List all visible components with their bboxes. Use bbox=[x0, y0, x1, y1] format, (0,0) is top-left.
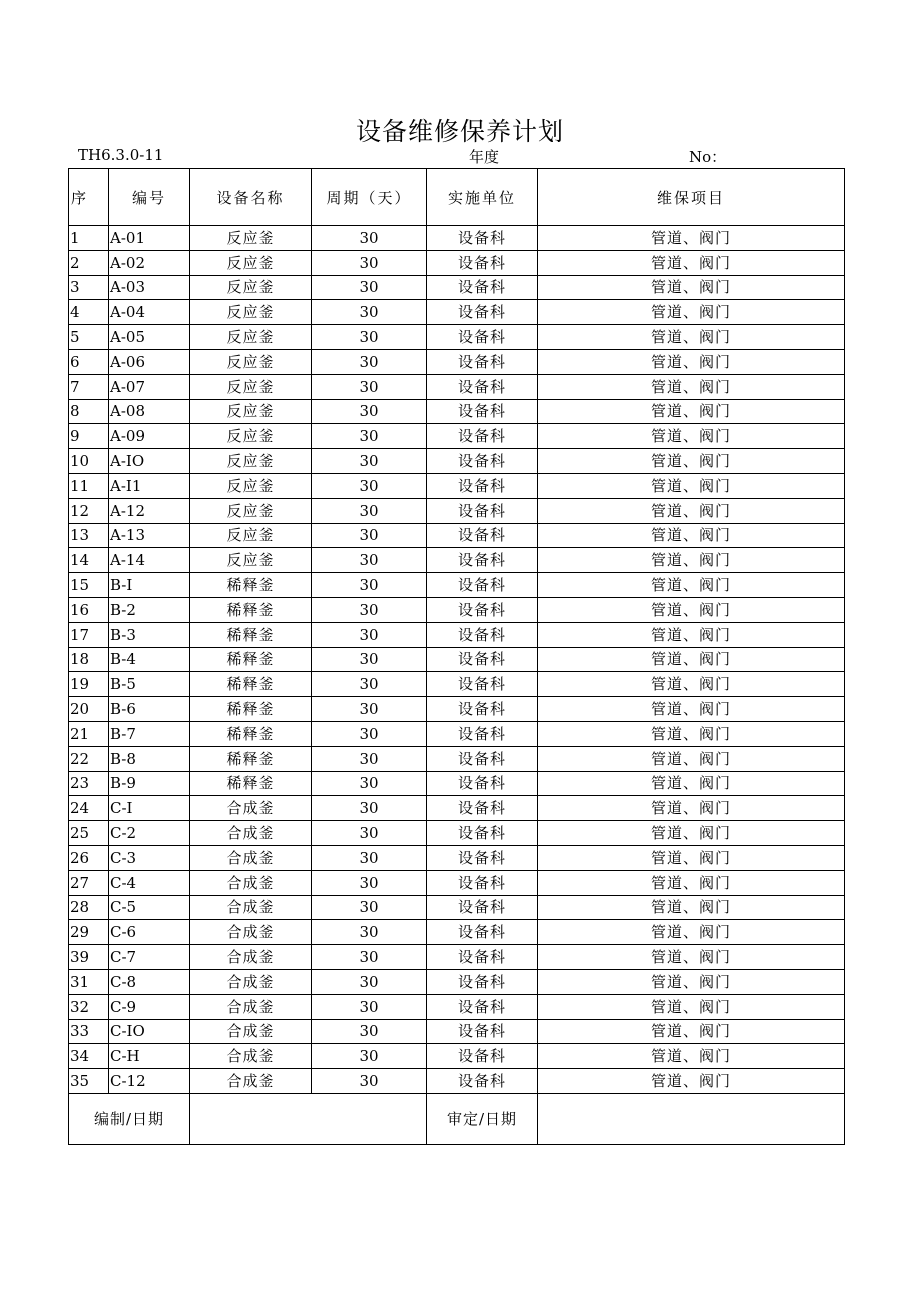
document-title: 设备维修保养计划 bbox=[355, 117, 564, 146]
row-cycle-days: 30 bbox=[312, 424, 427, 449]
reviewed-date-label: 审定/日期 bbox=[427, 1093, 538, 1144]
row-unit: 设备科 bbox=[427, 250, 538, 275]
row-code: A-I1 bbox=[109, 473, 190, 498]
row-cycle-days: 30 bbox=[312, 349, 427, 374]
row-unit: 设备科 bbox=[427, 895, 538, 920]
row-seq: 11 bbox=[69, 473, 109, 498]
row-seq: 27 bbox=[69, 870, 109, 895]
row-maintenance-items: 管道、阀门 bbox=[538, 821, 845, 846]
row-seq: 21 bbox=[69, 721, 109, 746]
row-equipment-name: 稀释釜 bbox=[190, 672, 312, 697]
row-equipment-name: 合成釜 bbox=[190, 895, 312, 920]
row-seq: 3 bbox=[69, 275, 109, 300]
row-code: B-3 bbox=[109, 622, 190, 647]
row-cycle-days: 30 bbox=[312, 300, 427, 325]
row-equipment-name: 反应釜 bbox=[190, 523, 312, 548]
row-cycle-days: 30 bbox=[312, 226, 427, 251]
row-seq: 7 bbox=[69, 374, 109, 399]
table-row bbox=[69, 523, 845, 548]
row-equipment-name: 反应釜 bbox=[190, 498, 312, 523]
row-maintenance-items: 管道、阀门 bbox=[538, 424, 845, 449]
table-row bbox=[69, 275, 845, 300]
row-code: C-7 bbox=[109, 945, 190, 970]
row-cycle-days: 30 bbox=[312, 870, 427, 895]
row-cycle-days: 30 bbox=[312, 845, 427, 870]
row-code: C-12 bbox=[109, 1069, 190, 1094]
row-equipment-name: 稀释釜 bbox=[190, 622, 312, 647]
row-seq: 15 bbox=[69, 573, 109, 598]
row-unit: 设备科 bbox=[427, 796, 538, 821]
row-cycle-days: 30 bbox=[312, 920, 427, 945]
row-seq: 14 bbox=[69, 548, 109, 573]
table-row bbox=[69, 473, 845, 498]
row-seq: 34 bbox=[69, 1044, 109, 1069]
table-row bbox=[69, 226, 845, 251]
header-maintenance-items: 维保项目 bbox=[538, 169, 845, 226]
table-row bbox=[69, 845, 845, 870]
row-seq: 8 bbox=[69, 399, 109, 424]
row-code: A-01 bbox=[109, 226, 190, 251]
row-unit: 设备科 bbox=[427, 672, 538, 697]
row-code: B-I bbox=[109, 573, 190, 598]
row-unit: 设备科 bbox=[427, 622, 538, 647]
row-unit: 设备科 bbox=[427, 1069, 538, 1094]
table-row bbox=[69, 771, 845, 796]
number-label: No： bbox=[689, 148, 727, 166]
row-maintenance-items: 管道、阀门 bbox=[538, 275, 845, 300]
row-cycle-days: 30 bbox=[312, 771, 427, 796]
row-unit: 设备科 bbox=[427, 647, 538, 672]
table-row bbox=[69, 746, 845, 771]
row-seq: 25 bbox=[69, 821, 109, 846]
row-cycle-days: 30 bbox=[312, 994, 427, 1019]
table-row bbox=[69, 821, 845, 846]
row-seq: 17 bbox=[69, 622, 109, 647]
row-seq: 9 bbox=[69, 424, 109, 449]
row-unit: 设备科 bbox=[427, 374, 538, 399]
table-row bbox=[69, 349, 845, 374]
header-cycle-days: 周期（天） bbox=[312, 169, 427, 226]
row-cycle-days: 30 bbox=[312, 573, 427, 598]
row-cycle-days: 30 bbox=[312, 1044, 427, 1069]
row-equipment-name: 合成釜 bbox=[190, 821, 312, 846]
row-seq: 31 bbox=[69, 969, 109, 994]
row-code: A-06 bbox=[109, 349, 190, 374]
row-cycle-days: 30 bbox=[312, 672, 427, 697]
table-row bbox=[69, 548, 845, 573]
reviewed-date-field bbox=[538, 1093, 845, 1144]
row-maintenance-items: 管道、阀门 bbox=[538, 548, 845, 573]
row-equipment-name: 稀释釜 bbox=[190, 771, 312, 796]
row-maintenance-items: 管道、阀门 bbox=[538, 523, 845, 548]
row-unit: 设备科 bbox=[427, 845, 538, 870]
row-equipment-name: 反应釜 bbox=[190, 548, 312, 573]
row-equipment-name: 反应釜 bbox=[190, 349, 312, 374]
row-maintenance-items: 管道、阀门 bbox=[538, 672, 845, 697]
table-row bbox=[69, 647, 845, 672]
prepared-date-field bbox=[190, 1093, 427, 1144]
row-unit: 设备科 bbox=[427, 870, 538, 895]
row-maintenance-items: 管道、阀门 bbox=[538, 870, 845, 895]
row-equipment-name: 反应釜 bbox=[190, 449, 312, 474]
row-equipment-name: 反应釜 bbox=[190, 275, 312, 300]
table-row bbox=[69, 796, 845, 821]
row-unit: 设备科 bbox=[427, 399, 538, 424]
row-code: C-2 bbox=[109, 821, 190, 846]
row-maintenance-items: 管道、阀门 bbox=[538, 597, 845, 622]
row-equipment-name: 合成釜 bbox=[190, 920, 312, 945]
row-maintenance-items: 管道、阀门 bbox=[538, 845, 845, 870]
row-cycle-days: 30 bbox=[312, 523, 427, 548]
table-row bbox=[69, 325, 845, 350]
row-unit: 设备科 bbox=[427, 969, 538, 994]
row-cycle-days: 30 bbox=[312, 498, 427, 523]
row-maintenance-items: 管道、阀门 bbox=[538, 796, 845, 821]
row-seq: 6 bbox=[69, 349, 109, 374]
row-seq: 26 bbox=[69, 845, 109, 870]
row-code: B-4 bbox=[109, 647, 190, 672]
row-cycle-days: 30 bbox=[312, 945, 427, 970]
row-code: A-04 bbox=[109, 300, 190, 325]
row-equipment-name: 合成釜 bbox=[190, 969, 312, 994]
row-maintenance-items: 管道、阀门 bbox=[538, 349, 845, 374]
row-maintenance-items: 管道、阀门 bbox=[538, 969, 845, 994]
row-code: C-5 bbox=[109, 895, 190, 920]
row-unit: 设备科 bbox=[427, 523, 538, 548]
maintenance-plan-table bbox=[68, 168, 845, 1145]
row-equipment-name: 反应釜 bbox=[190, 325, 312, 350]
row-code: C-4 bbox=[109, 870, 190, 895]
row-seq: 22 bbox=[69, 746, 109, 771]
row-code: A-08 bbox=[109, 399, 190, 424]
row-cycle-days: 30 bbox=[312, 746, 427, 771]
row-maintenance-items: 管道、阀门 bbox=[538, 994, 845, 1019]
row-seq: 19 bbox=[69, 672, 109, 697]
row-equipment-name: 合成釜 bbox=[190, 796, 312, 821]
row-maintenance-items: 管道、阀门 bbox=[538, 647, 845, 672]
row-cycle-days: 30 bbox=[312, 821, 427, 846]
row-maintenance-items: 管道、阀门 bbox=[538, 374, 845, 399]
row-maintenance-items: 管道、阀门 bbox=[538, 920, 845, 945]
row-maintenance-items: 管道、阀门 bbox=[538, 697, 845, 722]
row-unit: 设备科 bbox=[427, 1019, 538, 1044]
row-equipment-name: 反应釜 bbox=[190, 250, 312, 275]
row-unit: 设备科 bbox=[427, 325, 538, 350]
row-seq: 35 bbox=[69, 1069, 109, 1094]
row-unit: 设备科 bbox=[427, 1044, 538, 1069]
row-equipment-name: 反应釜 bbox=[190, 399, 312, 424]
row-maintenance-items: 管道、阀门 bbox=[538, 1069, 845, 1094]
table-row bbox=[69, 895, 845, 920]
row-unit: 设备科 bbox=[427, 449, 538, 474]
row-maintenance-items: 管道、阀门 bbox=[538, 771, 845, 796]
table-row bbox=[69, 994, 845, 1019]
row-code: A-09 bbox=[109, 424, 190, 449]
row-unit: 设备科 bbox=[427, 300, 538, 325]
row-code: B-2 bbox=[109, 597, 190, 622]
row-equipment-name: 合成釜 bbox=[190, 1019, 312, 1044]
table-row bbox=[69, 697, 845, 722]
row-equipment-name: 稀释釜 bbox=[190, 647, 312, 672]
table-row bbox=[69, 300, 845, 325]
row-unit: 设备科 bbox=[427, 548, 538, 573]
row-cycle-days: 30 bbox=[312, 325, 427, 350]
row-code: A-03 bbox=[109, 275, 190, 300]
row-code: B-6 bbox=[109, 697, 190, 722]
header-code: 编号 bbox=[109, 169, 190, 226]
row-equipment-name: 稀释釜 bbox=[190, 597, 312, 622]
row-code: C-9 bbox=[109, 994, 190, 1019]
row-equipment-name: 合成釜 bbox=[190, 845, 312, 870]
row-code: C-H bbox=[109, 1044, 190, 1069]
table-row bbox=[69, 449, 845, 474]
row-code: B-9 bbox=[109, 771, 190, 796]
row-unit: 设备科 bbox=[427, 920, 538, 945]
row-equipment-name: 合成釜 bbox=[190, 994, 312, 1019]
row-cycle-days: 30 bbox=[312, 697, 427, 722]
table-row bbox=[69, 920, 845, 945]
table-row bbox=[69, 945, 845, 970]
row-maintenance-items: 管道、阀门 bbox=[538, 250, 845, 275]
row-seq: 32 bbox=[69, 994, 109, 1019]
table-row bbox=[69, 498, 845, 523]
row-cycle-days: 30 bbox=[312, 399, 427, 424]
row-equipment-name: 合成釜 bbox=[190, 870, 312, 895]
row-maintenance-items: 管道、阀门 bbox=[538, 1044, 845, 1069]
row-maintenance-items: 管道、阀门 bbox=[538, 399, 845, 424]
row-unit: 设备科 bbox=[427, 994, 538, 1019]
row-cycle-days: 30 bbox=[312, 721, 427, 746]
row-code: A-05 bbox=[109, 325, 190, 350]
row-unit: 设备科 bbox=[427, 473, 538, 498]
row-code: A-12 bbox=[109, 498, 190, 523]
row-equipment-name: 稀释釜 bbox=[190, 746, 312, 771]
row-code: C-6 bbox=[109, 920, 190, 945]
row-cycle-days: 30 bbox=[312, 449, 427, 474]
row-equipment-name: 稀释釜 bbox=[190, 573, 312, 598]
row-equipment-name: 反应釜 bbox=[190, 300, 312, 325]
row-seq: 1 bbox=[69, 226, 109, 251]
row-maintenance-items: 管道、阀门 bbox=[538, 325, 845, 350]
row-cycle-days: 30 bbox=[312, 796, 427, 821]
signature-row bbox=[69, 1093, 845, 1144]
row-seq: 23 bbox=[69, 771, 109, 796]
row-code: A-IO bbox=[109, 449, 190, 474]
row-seq: 33 bbox=[69, 1019, 109, 1044]
row-code: C-I bbox=[109, 796, 190, 821]
row-seq: 5 bbox=[69, 325, 109, 350]
row-seq: 10 bbox=[69, 449, 109, 474]
row-seq: 4 bbox=[69, 300, 109, 325]
row-equipment-name: 反应釜 bbox=[190, 473, 312, 498]
header-unit: 实施单位 bbox=[427, 169, 538, 226]
row-code: B-7 bbox=[109, 721, 190, 746]
row-cycle-days: 30 bbox=[312, 622, 427, 647]
prepared-date-label: 编制/日期 bbox=[69, 1093, 190, 1144]
row-cycle-days: 30 bbox=[312, 275, 427, 300]
table-row bbox=[69, 250, 845, 275]
row-code: C-IO bbox=[109, 1019, 190, 1044]
row-seq: 18 bbox=[69, 647, 109, 672]
row-equipment-name: 稀释釜 bbox=[190, 721, 312, 746]
row-seq: 20 bbox=[69, 697, 109, 722]
table-row bbox=[69, 1069, 845, 1094]
row-equipment-name: 合成釜 bbox=[190, 1069, 312, 1094]
row-code: B-5 bbox=[109, 672, 190, 697]
row-maintenance-items: 管道、阀门 bbox=[538, 300, 845, 325]
row-unit: 设备科 bbox=[427, 226, 538, 251]
row-seq: 29 bbox=[69, 920, 109, 945]
row-cycle-days: 30 bbox=[312, 895, 427, 920]
document-code: TH6.3.0-11 bbox=[78, 146, 164, 164]
row-code: A-02 bbox=[109, 250, 190, 275]
row-maintenance-items: 管道、阀门 bbox=[538, 945, 845, 970]
table-row bbox=[69, 424, 845, 449]
row-code: A-07 bbox=[109, 374, 190, 399]
row-unit: 设备科 bbox=[427, 498, 538, 523]
row-unit: 设备科 bbox=[427, 424, 538, 449]
row-code: B-8 bbox=[109, 746, 190, 771]
row-unit: 设备科 bbox=[427, 771, 538, 796]
row-equipment-name: 反应釜 bbox=[190, 424, 312, 449]
header-seq: 序 bbox=[69, 169, 109, 226]
row-maintenance-items: 管道、阀门 bbox=[538, 721, 845, 746]
table-row bbox=[69, 672, 845, 697]
row-maintenance-items: 管道、阀门 bbox=[538, 1019, 845, 1044]
row-maintenance-items: 管道、阀门 bbox=[538, 498, 845, 523]
row-maintenance-items: 管道、阀门 bbox=[538, 746, 845, 771]
row-unit: 设备科 bbox=[427, 746, 538, 771]
table-row bbox=[69, 870, 845, 895]
row-equipment-name: 合成釜 bbox=[190, 945, 312, 970]
row-seq: 13 bbox=[69, 523, 109, 548]
table-row bbox=[69, 1044, 845, 1069]
row-unit: 设备科 bbox=[427, 821, 538, 846]
row-unit: 设备科 bbox=[427, 275, 538, 300]
row-code: A-13 bbox=[109, 523, 190, 548]
row-equipment-name: 反应釜 bbox=[190, 374, 312, 399]
row-seq: 16 bbox=[69, 597, 109, 622]
row-code: A-14 bbox=[109, 548, 190, 573]
row-cycle-days: 30 bbox=[312, 548, 427, 573]
table-row bbox=[69, 573, 845, 598]
table-row bbox=[69, 721, 845, 746]
row-code: C-3 bbox=[109, 845, 190, 870]
row-maintenance-items: 管道、阀门 bbox=[538, 622, 845, 647]
row-equipment-name: 反应釜 bbox=[190, 226, 312, 251]
row-unit: 设备科 bbox=[427, 721, 538, 746]
header-equipment-name: 设备名称 bbox=[190, 169, 312, 226]
row-unit: 设备科 bbox=[427, 573, 538, 598]
row-cycle-days: 30 bbox=[312, 597, 427, 622]
row-code: C-8 bbox=[109, 969, 190, 994]
row-cycle-days: 30 bbox=[312, 1019, 427, 1044]
row-unit: 设备科 bbox=[427, 697, 538, 722]
table-row bbox=[69, 969, 845, 994]
table-header-row bbox=[69, 169, 845, 226]
table-row bbox=[69, 399, 845, 424]
row-unit: 设备科 bbox=[427, 945, 538, 970]
table-row bbox=[69, 374, 845, 399]
row-seq: 28 bbox=[69, 895, 109, 920]
year-label: 年度 bbox=[469, 148, 500, 166]
row-equipment-name: 稀释釜 bbox=[190, 697, 312, 722]
row-seq: 39 bbox=[69, 945, 109, 970]
row-cycle-days: 30 bbox=[312, 1069, 427, 1094]
row-unit: 设备科 bbox=[427, 597, 538, 622]
table-row bbox=[69, 622, 845, 647]
row-seq: 24 bbox=[69, 796, 109, 821]
row-maintenance-items: 管道、阀门 bbox=[538, 226, 845, 251]
row-seq: 2 bbox=[69, 250, 109, 275]
table-row bbox=[69, 1019, 845, 1044]
row-seq: 12 bbox=[69, 498, 109, 523]
row-maintenance-items: 管道、阀门 bbox=[538, 449, 845, 474]
table-row bbox=[69, 597, 845, 622]
row-cycle-days: 30 bbox=[312, 647, 427, 672]
row-cycle-days: 30 bbox=[312, 969, 427, 994]
row-maintenance-items: 管道、阀门 bbox=[538, 573, 845, 598]
row-cycle-days: 30 bbox=[312, 473, 427, 498]
row-cycle-days: 30 bbox=[312, 374, 427, 399]
row-unit: 设备科 bbox=[427, 349, 538, 374]
row-cycle-days: 30 bbox=[312, 250, 427, 275]
row-equipment-name: 合成釜 bbox=[190, 1044, 312, 1069]
row-maintenance-items: 管道、阀门 bbox=[538, 895, 845, 920]
row-maintenance-items: 管道、阀门 bbox=[538, 473, 845, 498]
